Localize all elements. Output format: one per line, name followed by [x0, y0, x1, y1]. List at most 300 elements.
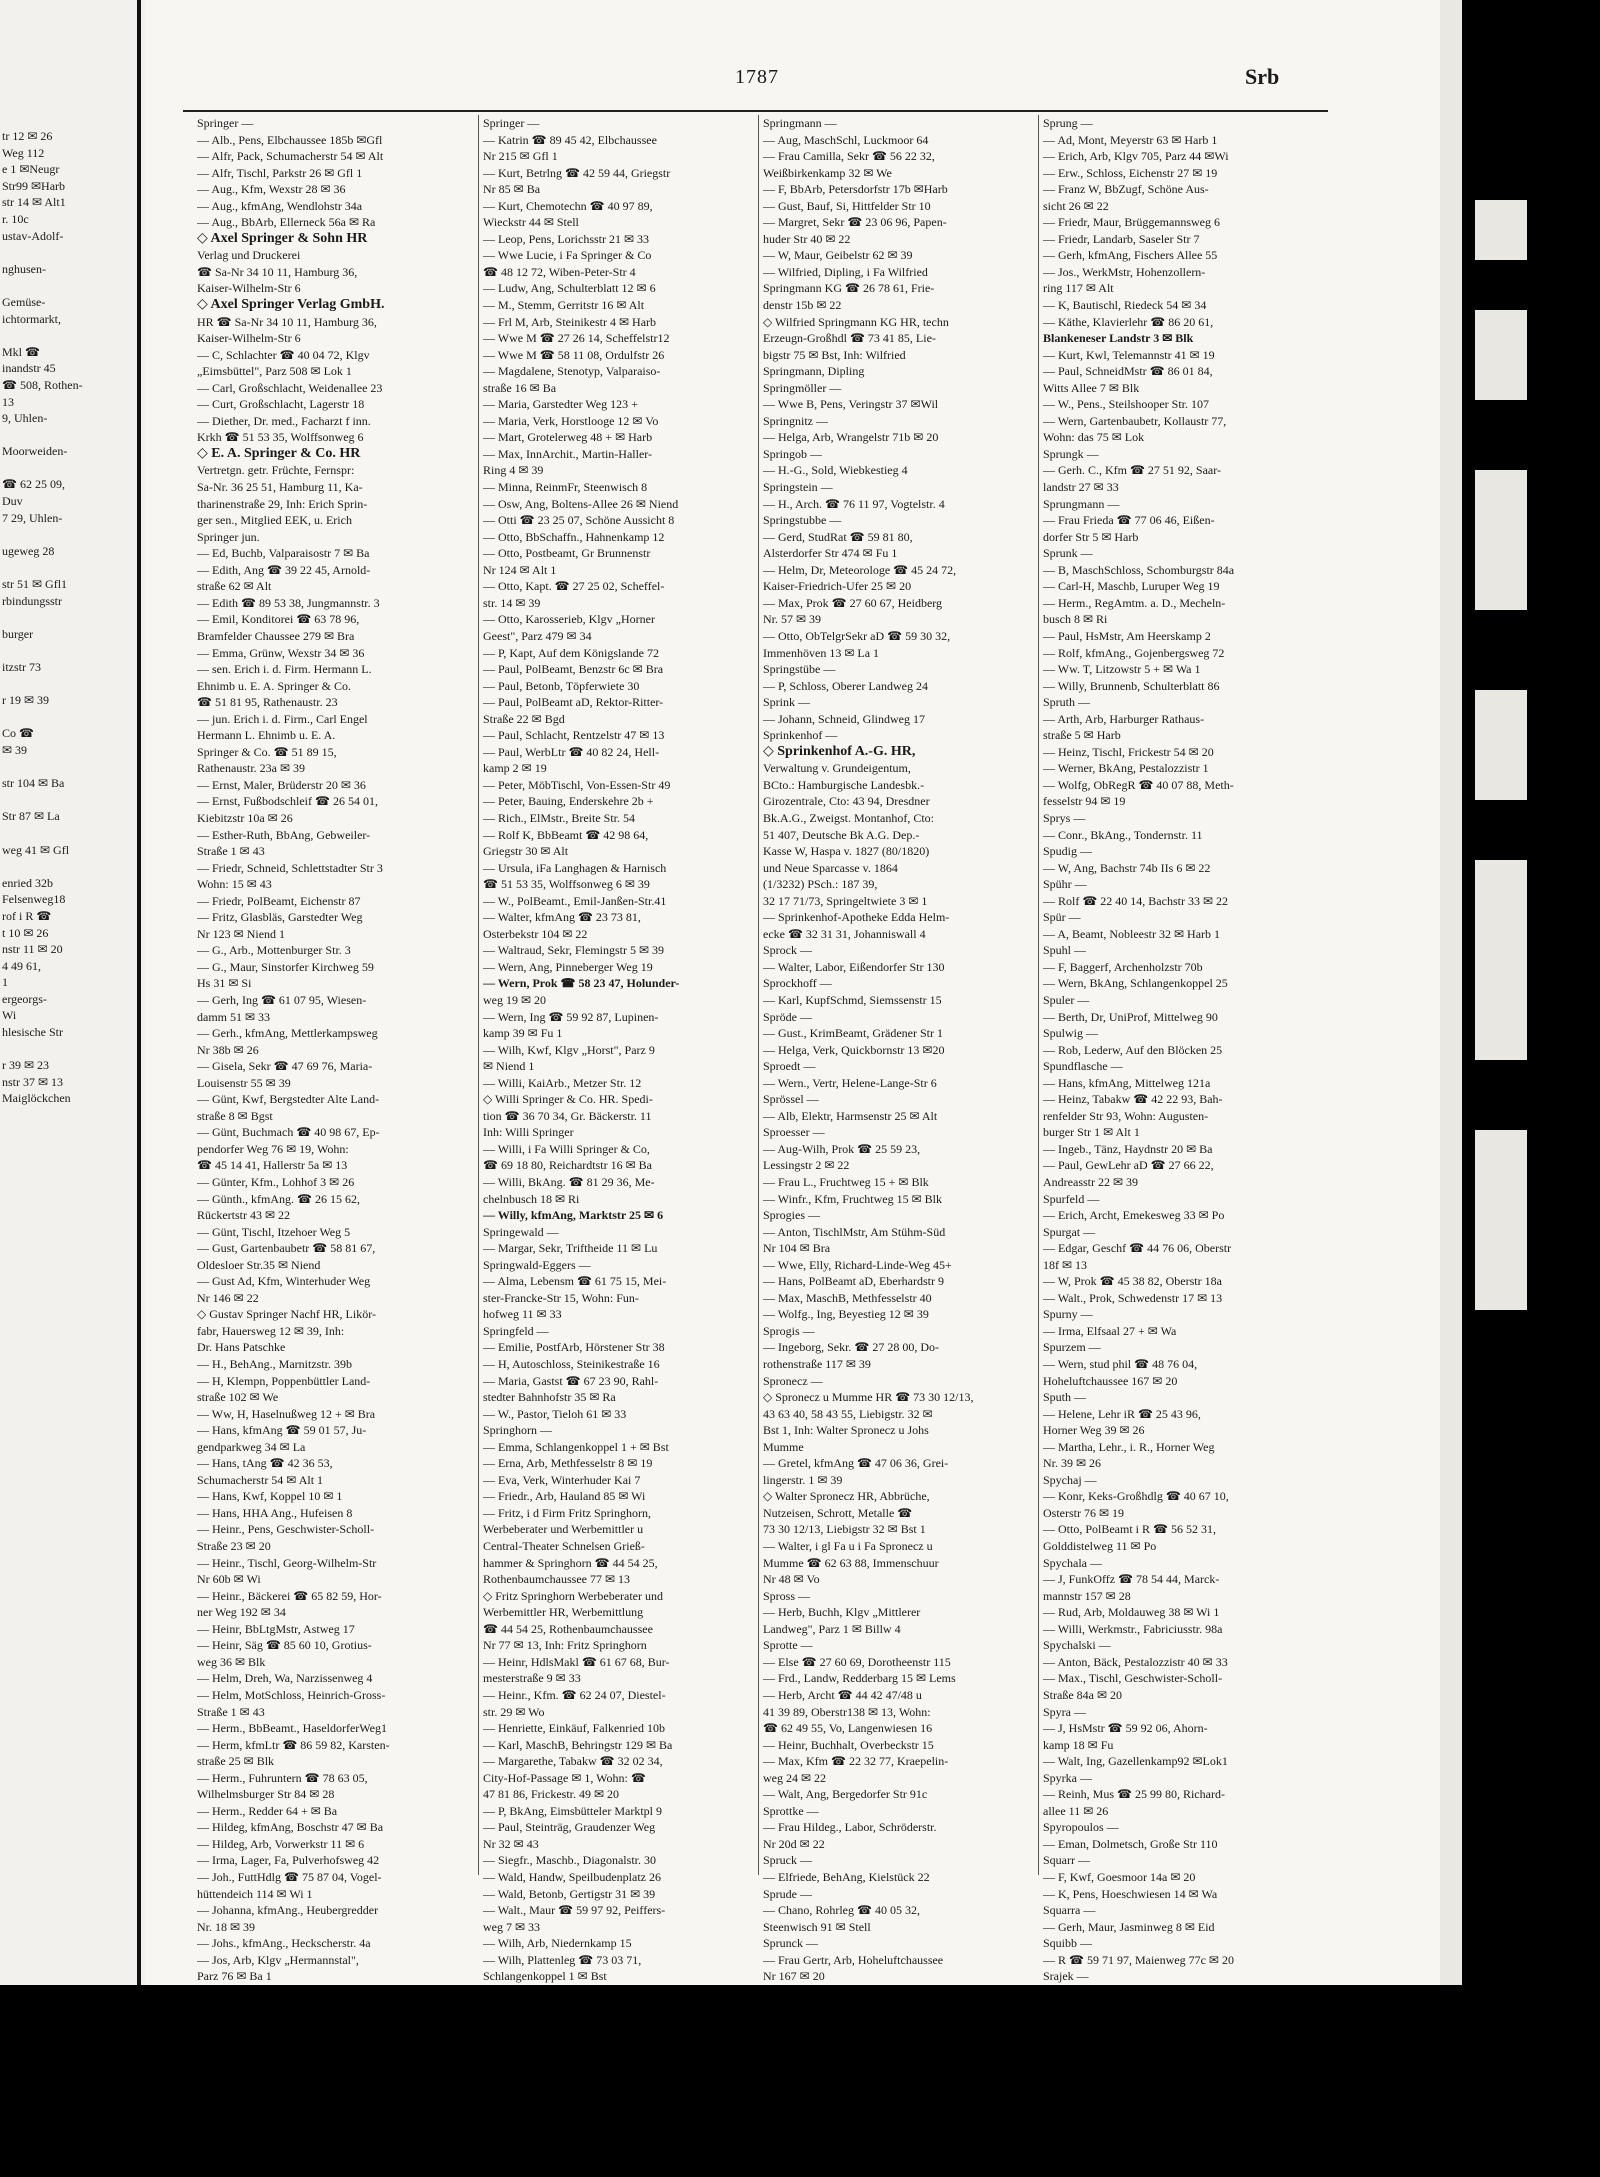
directory-entry: Hs 31 ✉ Si	[197, 976, 252, 991]
directory-entry: burger Str 1 ✉ Alt 1	[1043, 1125, 1140, 1140]
directory-entry: huder Str 40 ✉ 22	[763, 231, 851, 246]
fragment-line	[2, 1107, 145, 1124]
directory-entry: — Wern, stud phil ☎ 48 76 04,	[1043, 1357, 1198, 1372]
directory-entry: — Peter, Bauing, Enderskehre 2b +	[483, 794, 654, 809]
directory-entry: — Wern, Ang, Pinneberger Weg 19	[483, 959, 653, 974]
directory-entry: — Aug., Kfm, Wexstr 28 ✉ 36	[197, 182, 346, 197]
fragment-line	[2, 526, 145, 543]
directory-entry: kamp 2 ✉ 19	[483, 761, 547, 776]
previous-page-edge	[0, 0, 145, 2177]
directory-entry: Horner Weg 39 ✉ 26	[1043, 1423, 1145, 1438]
directory-entry: Erzeugn-Großhdl ☎ 73 41 85, Lie-	[763, 331, 936, 346]
directory-entry: — G., Maur, Sinstorfer Kirchweg 59	[197, 959, 374, 974]
directory-entry: Bramfelder Chaussee 279 ✉ Bra	[197, 628, 355, 643]
directory-entry: — Curt, Großschlacht, Lagerstr 18	[197, 397, 365, 412]
directory-entry: straße 16 ✉ Ba	[483, 380, 557, 395]
directory-entry: ◇ Axel Springer & Sohn HR	[197, 230, 368, 246]
directory-entry: Bst 1, Inh: Walter Spronecz u Johs	[763, 1423, 929, 1438]
page-edge-strip	[1440, 0, 1462, 1985]
directory-entry: Hoheluftchaussee 167 ✉ 20	[1043, 1373, 1178, 1388]
directory-entry: Nr 77 ✉ 13, Inh: Fritz Springhorn	[483, 1638, 647, 1653]
directory-entry: und Neue Sparcasse v. 1864	[763, 860, 898, 875]
directory-entry: Nr 104 ✉ Bra	[763, 1241, 831, 1256]
directory-entry: — Else ☎ 27 60 69, Dorotheenstr 115	[763, 1654, 951, 1669]
directory-entry: — Kurt, Betrlng ☎ 42 59 44, Griegstr	[483, 165, 671, 180]
directory-entry: renfelder Str 93, Wohn: Augusten-	[1043, 1108, 1209, 1123]
spine-mark	[1475, 1130, 1527, 1310]
directory-entry: — Leop, Pens, Lorichsstr 21 ✉ 33	[483, 231, 650, 246]
directory-entry: — Erich, Archt, Emekesweg 33 ✉ Po	[1043, 1208, 1225, 1223]
directory-entry: — Frd., Landw, Redderbarg 15 ✉ Lems	[763, 1671, 956, 1686]
directory-entry: Griegstr 30 ✉ Alt	[483, 844, 569, 859]
directory-entry: — Rud, Arb, Moldauweg 38 ✉ Wi 1	[1043, 1605, 1220, 1620]
directory-entry: Sprock —	[763, 943, 812, 958]
directory-entry: busch 8 ✉ Ri	[1043, 612, 1108, 627]
directory-entry: weg 19 ✉ 20	[483, 992, 547, 1007]
directory-entry: — Hans, tAng ☎ 42 36 53,	[197, 1456, 333, 1471]
directory-entry: — Frl M, Arb, Steinikestr 4 ✉ Harb	[483, 314, 657, 329]
directory-entry: — Erw., Schloss, Eichenstr 27 ✉ 19	[1043, 165, 1218, 180]
directory-entry: — Aug., kfmAng, Wendlohstr 34a	[197, 198, 363, 213]
directory-entry: — W, Ang, Bachstr 74b IIs 6 ✉ 22	[1043, 860, 1211, 875]
directory-entry: Sprockhoff —	[763, 976, 832, 991]
directory-entry: — Gretel, kfmAng ☎ 47 06 36, Grei-	[763, 1456, 949, 1471]
fragment-line: inandstr 45	[2, 361, 56, 376]
directory-entry: — Paul, PolBeamt aD, Rektor-Ritter-	[483, 695, 664, 710]
directory-entry: — Eman, Dolmetsch, Große Str 110	[1043, 1836, 1218, 1851]
directory-entry: — R ☎ 59 71 97, Maienweg 77c ✉ 20	[1043, 1952, 1234, 1967]
directory-entry: Straße 1 ✉ 43	[197, 1704, 265, 1719]
directory-entry: — Otto, ObTelgrSekr aD ☎ 59 30 32,	[763, 628, 951, 643]
fragment-line: nstr 11 ✉ 20	[2, 942, 63, 957]
directory-entry: straße 25 ✉ Blk	[197, 1754, 275, 1769]
directory-entry: fabr, Hauersweg 12 ✉ 39, Inh:	[197, 1323, 345, 1338]
directory-entry: Sprogies —	[763, 1208, 820, 1223]
directory-entry: ◇ Walter Spronecz HR, Abbrüche,	[763, 1489, 930, 1504]
directory-entry: Alsterdorfer Str 474 ✉ Fu 1	[763, 546, 898, 561]
directory-entry: — G., Arb., Mottenburger Str. 3	[197, 943, 351, 958]
directory-entry: — Emilie, PostfArb, Hörstener Str 38	[483, 1340, 665, 1355]
directory-entry: Sprung —	[1043, 116, 1093, 130]
directory-entry: — Friedr, Schneid, Schlettstadter Str 3	[197, 860, 383, 875]
directory-entry: — Heinr, Buchhalt, Overbeckstr 15	[763, 1737, 934, 1752]
directory-entry: ger sen., Mitglied EEK, u. Erich	[197, 513, 352, 528]
directory-entry: — Rolf, kfmAng., Gojenbergsweg 72	[1043, 645, 1225, 660]
directory-entry: stedter Bahnhofstr 35 ✉ Ra	[483, 1390, 616, 1405]
fragment-line: 9, Uhlen-	[2, 411, 48, 426]
directory-entry: — Hildeg, Arb, Vorwerkstr 11 ✉ 6	[197, 1836, 365, 1851]
directory-entry: — Gerd, StudRat ☎ 59 81 80,	[763, 529, 913, 544]
directory-entry: 43 63 40, 58 43 55, Liebigstr. 32 ✉	[763, 1406, 933, 1421]
directory-entry: — Heinr, Säg ☎ 85 60 10, Grotius-	[197, 1638, 372, 1653]
directory-entry: — Walter, i gl Fa u i Fa Spronecz u	[763, 1539, 933, 1554]
directory-entry: — Wern., Vertr, Helene-Lange-Str 6	[763, 1075, 937, 1090]
directory-entry: — Herm., Fuhruntern ☎ 78 63 05,	[197, 1770, 368, 1785]
directory-entry: — Friedr., Arb, Hauland 85 ✉ Wi	[483, 1489, 646, 1504]
directory-entry: ◇ Sprinkenhof A.-G. HR,	[763, 743, 916, 759]
fragment-line	[2, 709, 145, 726]
directory-entry: Mumme ☎ 62 63 88, Immenschuur	[763, 1555, 939, 1570]
directory-entry: — Willi, i Fa Willi Springer & Co,	[483, 1141, 650, 1156]
directory-entry: — Rolf K, BbBeamt ☎ 42 98 64,	[483, 827, 649, 842]
directory-entry: — Wwe, Elly, Richard-Linde-Weg 45+	[763, 1257, 952, 1272]
directory-entry: — Irma, Elfsaal 27 + ✉ Wa	[1043, 1323, 1177, 1338]
directory-entry: weg 36 ✉ Blk	[197, 1654, 266, 1669]
fragment-line: t 10 ✉ 26	[2, 925, 49, 940]
directory-entry: — Gust, Gartenbaubetr ☎ 58 81 67,	[197, 1241, 376, 1256]
directory-entry: — Helm, Dr, Meteorologe ☎ 45 24 72,	[763, 562, 957, 577]
directory-entry: Springmöller —	[763, 380, 842, 395]
directory-entry: — Johanna, kfmAng., Heubergredder	[197, 1903, 379, 1918]
directory-entry: hammer & Springhorn ☎ 44 54 25,	[483, 1555, 658, 1570]
directory-entry: — Paul, HsMstr, Am Heerskamp 2	[1043, 628, 1211, 643]
directory-entry: ◇ Wilfried Springmann KG HR, techn	[763, 314, 949, 329]
fragment-line: nstr 37 ✉ 13	[2, 1074, 64, 1089]
directory-entry: — Erna, Arb, Methfesselstr 8 ✉ 19	[483, 1456, 653, 1471]
directory-entry: — F, Baggerf, Archenholzstr 70b	[1043, 959, 1203, 974]
directory-entry: straße 5 ✉ Harb	[1043, 728, 1121, 743]
column-divider	[478, 115, 479, 1875]
fragment-line: str 104 ✉ Ba	[2, 776, 65, 791]
column-4	[1043, 115, 1318, 2051]
directory-entry: 41 39 89, Oberstr138 ✉ 13, Wohn:	[763, 1704, 931, 1719]
fragment-line	[2, 427, 145, 444]
directory-entry: — Wern, BkAng, Schlangenkoppel 25	[1043, 976, 1228, 991]
directory-entry: Sa-Nr. 36 25 51, Hamburg 11, Ka-	[197, 480, 363, 495]
directory-entry: Kaiser-Friedrich-Ufer 25 ✉ 20	[763, 579, 912, 594]
directory-entry: — Wolfg, ObRegR ☎ 40 07 88, Meth-	[1043, 777, 1234, 792]
directory-entry: damm 51 ✉ 33	[197, 1009, 271, 1024]
directory-entry: — Herm., Redder 64 + ✉ Ba	[197, 1803, 338, 1818]
directory-entry: — Margar, Sekr, Triftheide 11 ✉ Lu	[483, 1241, 658, 1256]
fragment-line: Maiglöckchen	[2, 1091, 71, 1106]
fragment-line: Weg 112	[2, 145, 45, 160]
directory-entry: pendorfer Weg 76 ✉ 19, Wohn:	[197, 1141, 349, 1156]
directory-entry: — Friedr, PolBeamt, Eichenstr 87	[197, 893, 361, 908]
directory-entry: — Irma, Lager, Fa, Pulverhofsweg 42	[197, 1853, 380, 1868]
directory-entry: — Johann, Schneid, Glindweg 17	[763, 711, 925, 726]
directory-entry: — Peter, MöbTischl, Von-Essen-Str 49	[483, 777, 671, 792]
directory-entry: ◇ Axel Springer Verlag GmbH.	[197, 297, 385, 313]
directory-entry: — Conr., BkAng., Tondernstr. 11	[1043, 827, 1203, 842]
directory-entry: — Herm., RegAmtm. a. D., Mecheln-	[1043, 595, 1226, 610]
directory-entry: landstr 27 ✉ 33	[1043, 480, 1119, 495]
spine-mark	[1475, 860, 1527, 1060]
column-divider	[1038, 115, 1039, 1875]
directory-entry: — B, MaschSchloss, Schomburgstr 84a	[1043, 562, 1235, 577]
directory-entry: — Hans, PolBeamt aD, Eberhardstr 9	[763, 1274, 944, 1289]
directory-entry: — Walter, kfmAng ☎ 23 73 81,	[483, 910, 641, 925]
directory-entry: Nr 215 ✉ Gfl 1	[483, 149, 558, 164]
directory-entry: — Heinz, Tischl, Frickestr 54 ✉ 20	[1043, 744, 1214, 759]
directory-entry: — Edith ☎ 89 53 38, Jungmannstr. 3	[197, 595, 380, 610]
directory-entry: — Otti ☎ 23 25 07, Schöne Aussicht 8	[483, 513, 675, 528]
directory-entry: — Alfr, Tischl, Parkstr 26 ✉ Gfl 1	[197, 165, 363, 180]
directory-entry: — Helm, Dreh, Wa, Narzissenweg 4	[197, 1671, 373, 1686]
directory-entry: — Hans, kfmAng, Mittelweg 121a	[1043, 1075, 1211, 1090]
directory-entry: fesselstr 94 ✉ 19	[1043, 794, 1126, 809]
fragment-line: burger	[2, 626, 34, 641]
directory-entry: Wohn: das 75 ✉ Lok	[1043, 430, 1145, 445]
directory-entry: — Wilfried, Dipling, i Fa Wilfried	[763, 264, 928, 279]
directory-entry: — Karl, KupfSchmd, Siemssenstr 15	[763, 992, 942, 1007]
directory-entry: Springfeld —	[483, 1323, 549, 1338]
directory-entry: Ring 4 ✉ 39	[483, 463, 544, 478]
fragment-line: enried 32b	[2, 875, 53, 890]
directory-entry: — Heinr., Kfm. ☎ 62 24 07, Diestel-	[483, 1687, 666, 1702]
directory-entry: — M., Stemm, Gerritstr 16 ✉ Alt	[483, 298, 645, 313]
directory-entry: Kiebitzstr 10a ✉ 26	[197, 810, 293, 825]
directory-entry: HR ☎ Sa-Nr 34 10 11, Hamburg 36,	[197, 314, 377, 329]
directory-entry: Spundflasche —	[1043, 1059, 1123, 1074]
directory-entry: — Alfr, Pack, Schumacherstr 54 ✉ Alt	[197, 149, 384, 164]
directory-entry: ner Weg 192 ✉ 34	[197, 1605, 286, 1620]
directory-entry: Nr. 57 ✉ 39	[763, 612, 822, 627]
page-gutter	[137, 0, 141, 2177]
directory-entry: — Herb, Archt ☎ 44 42 47/48 u	[763, 1687, 922, 1702]
directory-entry: — Walt, Ang, Bergedorfer Str 91c	[763, 1787, 928, 1802]
fragment-line: r 19 ✉ 39	[2, 693, 50, 708]
directory-entry: — Arth, Arb, Harburger Rathaus-	[1043, 711, 1205, 726]
directory-entry: Springstübe —	[763, 662, 836, 677]
directory-entry: bigstr 75 ✉ Bst, Inh: Wilfried	[763, 347, 906, 362]
directory-entry: Sprottke —	[763, 1803, 819, 1818]
directory-entry: Sprungmann —	[1043, 496, 1120, 511]
directory-entry: — Alb., Pens, Elbchaussee 185b ✉Gfl	[197, 132, 383, 147]
directory-entry: — Anton, Bäck, Pestalozzistr 40 ✉ 33	[1043, 1654, 1228, 1669]
directory-entry: — Gust, Bauf, Si, Hittfelder Str 10	[763, 198, 931, 213]
spine-marks	[1475, 170, 1535, 1770]
directory-entry: — Heinr., Bäckerei ☎ 65 82 59, Hor-	[197, 1588, 382, 1603]
directory-entry: mesterstraße 9 ✉ 33	[483, 1671, 581, 1686]
directory-entry: straße 102 ✉ We	[197, 1390, 279, 1405]
directory-entry: — Max., Tischl, Geschwister-Scholl-	[1043, 1671, 1223, 1686]
directory-entry: — Walter, Labor, Eißendorfer Str 130	[763, 959, 945, 974]
directory-entry: — Emil, Konditorei ☎ 63 78 96,	[197, 612, 360, 627]
directory-entry: Sprungk —	[1043, 446, 1099, 461]
directory-entry: ◇ Spronecz u Mumme HR ☎ 73 30 12/13,	[763, 1390, 974, 1405]
directory-entry: Spychalski —	[1043, 1638, 1111, 1653]
directory-entry: — Gerh, Ing ☎ 61 07 95, Wiesen-	[197, 992, 367, 1007]
fragment-line: 1	[2, 975, 8, 990]
directory-entry: ◇ Willi Springer & Co. HR. Spedi-	[483, 1092, 653, 1107]
directory-entry: — sen. Erich i. d. Firm. Hermann L.	[197, 662, 372, 677]
directory-entry: — Paul, Betonb, Töpferwiete 30	[483, 678, 640, 693]
directory-entry: Springer —	[483, 116, 540, 130]
directory-entry: — Herm., BbBeamt., HaseldorferWeg1	[197, 1721, 387, 1736]
directory-entry: kamp 39 ✉ Fu 1	[483, 1026, 563, 1041]
directory-entry: Inh: Willi Springer	[483, 1125, 574, 1140]
directory-entry: Spuler —	[1043, 992, 1090, 1007]
directory-entry: str. 14 ✉ 39	[483, 595, 541, 610]
directory-entry: Oldesloer Str.35 ✉ Niend	[197, 1257, 321, 1272]
directory-entry: — Hans, kfmAng ☎ 59 01 57, Ju-	[197, 1423, 367, 1438]
directory-entry: Springer jun.	[197, 529, 260, 544]
fragment-line	[2, 792, 145, 809]
directory-entry: ☎ 51 81 95, Rathenaustr. 23	[197, 695, 338, 710]
directory-entry: Nr 167 ✉ 20	[763, 1969, 825, 1984]
directory-entry: rothenstraße 117 ✉ 39	[763, 1357, 871, 1372]
directory-entry: — Fritz, i d Firm Fritz Springhorn,	[483, 1505, 651, 1520]
directory-entry: straße 62 ✉ Alt	[197, 579, 272, 594]
directory-entry: Spross —	[763, 1588, 811, 1603]
directory-entry: Spychala —	[1043, 1555, 1102, 1570]
directory-entry: weg 7 ✉ 33	[483, 1919, 541, 1934]
directory-entry: ring 117 ✉ Alt	[1043, 281, 1114, 296]
directory-entry: Springwald-Eggers —	[483, 1257, 591, 1272]
directory-entry: — Otto, Karosserieb, Klgv „Horner	[483, 612, 655, 627]
directory-entry: — Maria, Garstedter Weg 123 +	[483, 397, 638, 412]
directory-entry: Central-Theater Schnelsen Grieß-	[483, 1539, 645, 1554]
directory-entry: (1/3232) PSch.: 187 39,	[763, 877, 878, 892]
fragment-line: str 51 ✉ Gfl1	[2, 577, 68, 592]
directory-entry: — Ernst, Maler, Brüderstr 20 ✉ 36	[197, 777, 366, 792]
directory-entry: Nr 85 ✉ Ba	[483, 182, 541, 197]
directory-entry: City-Hof-Passage ✉ 1, Wohn: ☎	[483, 1770, 646, 1785]
directory-entry: — H., BehAng., Marnitzstr. 39b	[197, 1357, 352, 1372]
directory-entry: Steenwisch 91 ✉ Stell	[763, 1919, 871, 1934]
directory-entry: Osterbekstr 104 ✉ 22	[483, 926, 588, 941]
directory-entry: — Alb, Elektr, Harmsenstr 25 ✉ Alt	[763, 1108, 938, 1123]
directory-entry: Nutzeisen, Schrott, Metalle ☎	[763, 1505, 913, 1520]
directory-entry: Spyra —	[1043, 1704, 1086, 1719]
directory-entry: Witts Allee 7 ✉ Blk	[1043, 380, 1140, 395]
directory-entry: — Günt, Kwf, Bergstedter Alte Land-	[197, 1092, 380, 1107]
directory-entry: — Günt, Buchmach ☎ 40 98 67, Ep-	[197, 1125, 380, 1140]
directory-entry: — Paul, PolBeamt, Benzstr 6c ✉ Bra	[483, 662, 664, 677]
directory-entry: — Helm, MotSchloss, Heinrich-Gross-	[197, 1687, 386, 1702]
directory-entry: — Otto, Kapt. ☎ 27 25 02, Scheffel-	[483, 579, 665, 594]
directory-entry: Nr 32 ✉ 43	[483, 1836, 539, 1851]
page-running-head: Srb	[1245, 64, 1280, 89]
directory-entry: Squarr —	[1043, 1853, 1090, 1868]
directory-entry: Straße 84a ✉ 20	[1043, 1687, 1123, 1702]
directory-entry: Golddistelweg 11 ✉ Po	[1043, 1539, 1157, 1554]
directory-entry: Nr 146 ✉ 22	[197, 1290, 259, 1305]
directory-entry: — Wwe M ☎ 27 26 14, Scheffelstr12	[483, 331, 670, 346]
fragment-line	[2, 460, 145, 477]
directory-entry: — Günth., kfmAng. ☎ 26 15 62,	[197, 1191, 360, 1206]
directory-entry: — K, Pens, Hoeschwiesen 14 ✉ Wa	[1043, 1886, 1218, 1901]
directory-entry: — Jos., WerkMstr, Hohenzollern-	[1043, 264, 1206, 279]
directory-entry: Wohn: 15 ✉ 43	[197, 877, 272, 892]
directory-entry: — Frau L., Fruchtweg 15 + ✉ Blk	[763, 1175, 929, 1189]
directory-entry: — W., Pastor, Tieloh 61 ✉ 33	[483, 1406, 627, 1421]
directory-entry: ☎ 69 18 80, Reichardtstr 16 ✉ Ba	[483, 1158, 652, 1173]
fragment-line: itzstr 73	[2, 660, 41, 674]
directory-entry: — Edith, Ang ☎ 39 22 45, Arnold-	[197, 562, 371, 577]
directory-entry: — Wern, Prok ☎ 58 23 47, Holunder-	[483, 976, 680, 991]
directory-entry: ☎ 62 49 55, Vo, Langenwiesen 16	[763, 1721, 933, 1736]
directory-entry: Lessingstr 2 ✉ 22	[763, 1158, 850, 1173]
directory-entry: — Hans, Kwf, Koppel 10 ✉ 1	[197, 1489, 343, 1504]
directory-entry: Sprunck —	[763, 1936, 818, 1951]
fragment-line: rbindungsstr	[2, 593, 62, 608]
directory-entry: 47 81 86, Frickestr. 49 ✉ 20	[483, 1787, 620, 1802]
fragment-line: weg 41 ✉ Gfl	[2, 842, 70, 857]
directory-entry: Srajek —	[1043, 1969, 1089, 1984]
directory-entry: — Margarethe, Tabakw ☎ 32 02 34,	[483, 1754, 663, 1769]
directory-entry: — H.-G., Sold, Wiebkestieg 4	[763, 463, 908, 478]
column-1	[197, 115, 472, 2068]
directory-entry: — A, Beamt, Nobleestr 32 ✉ Harb 1	[1043, 926, 1221, 941]
directory-entry: Springhorn —	[483, 1423, 552, 1438]
directory-entry: — Frau Frieda ☎ 77 06 46, Eißen-	[1043, 513, 1215, 528]
directory-entry: Squibb —	[1043, 1936, 1093, 1951]
directory-entry: — Chano, Rohrleg ☎ 40 05 32,	[763, 1903, 920, 1918]
directory-entry: — Otto, Postbeamt, Gr Brunnenstr	[483, 546, 651, 561]
directory-entry: — W., PolBeamt., Emil-Janßen-Str.41	[483, 893, 667, 908]
directory-entry: hüttendeich 114 ✉ Wi 1	[197, 1886, 313, 1901]
directory-entry: Springewald —	[483, 1224, 559, 1239]
directory-entry: Blankeneser Landstr 3 ✉ Blk	[1043, 331, 1194, 346]
directory-entry: Bk.A.G., Zweigst. Montanhof, Cto:	[763, 810, 934, 825]
spine-mark	[1475, 690, 1527, 800]
directory-entry: — Kurt, Chemotechn ☎ 40 97 89,	[483, 198, 653, 213]
directory-entry: — Käthe, Klavierlehr ☎ 86 20 61,	[1043, 314, 1214, 329]
directory-entry: — Paul, GewLehr aD ☎ 27 66 22,	[1043, 1158, 1214, 1173]
directory-entry: — Gust Ad, Kfm, Winterhuder Weg	[197, 1274, 371, 1289]
directory-entry: — W, Prok ☎ 45 38 82, Oberstr 18a	[1043, 1274, 1222, 1289]
directory-entry: — Wald, Betonb, Gertigstr 31 ✉ 39	[483, 1886, 656, 1901]
directory-entry: — Berth, Dr, UniProf, Mittelweg 90	[1043, 1009, 1218, 1024]
directory-entry: — W, Maur, Geibelstr 62 ✉ 39	[763, 248, 913, 263]
fragment-line: Wi	[2, 1008, 17, 1023]
directory-entry: — F, BbArb, Petersdorfstr 17b ✉Harb	[763, 182, 948, 197]
spine-mark	[1475, 310, 1527, 400]
directory-entry: — Wern, Ing ☎ 59 92 87, Lupinen-	[483, 1009, 659, 1024]
fragment-line: Duv	[2, 494, 23, 509]
directory-entry: — Aug-Wilh, Prok ☎ 25 59 23,	[763, 1141, 921, 1156]
directory-entry: Werbeberater und Werbemittler u	[483, 1522, 644, 1537]
fragment-line	[2, 676, 145, 693]
directory-entry: — Winfr., Kfm, Fruchtweg 15 ✉ Blk	[763, 1191, 943, 1206]
directory-entry: Vertretgn. getr. Früchte, Fernspr:	[197, 463, 355, 478]
directory-entry: Hermann L. Ehnimb u. E. A.	[197, 728, 336, 743]
directory-entry: Nr 48 ✉ Vo	[763, 1572, 820, 1587]
directory-entry: 51 407, Deutsche Bk A.G. Dep.-	[763, 827, 920, 842]
directory-entry: Sprinkenhof —	[763, 728, 838, 743]
directory-entry: — Willi, KaiArb., Metzer Str. 12	[483, 1075, 642, 1090]
fragment-line: Str99 ✉Harb	[2, 178, 66, 193]
directory-entry: allee 11 ✉ 26	[1043, 1803, 1109, 1818]
fragment-line: str 14 ✉ Alt1	[2, 195, 66, 210]
fragment-line	[2, 277, 145, 294]
directory-entry: — Wilh, Arb, Niedernkamp 15	[483, 1936, 632, 1951]
directory-entry: — Gerh. C., Kfm ☎ 27 51 92, Saar-	[1043, 463, 1222, 478]
directory-entry: — Rich., ElMstr., Breite Str. 54	[483, 810, 635, 825]
fragment-line	[2, 825, 145, 842]
directory-entry: — Max, MaschB, Methfesselstr 40	[763, 1290, 932, 1305]
directory-entry: — Ludw, Ang, Schulterblatt 12 ✉ 6	[483, 281, 656, 296]
fragment-line: ichtormarkt,	[2, 311, 61, 326]
fragment-line: ☎ 508, Rothen-	[2, 377, 83, 392]
directory-entry: — Werner, BkAng, Pestalozzistr 1	[1043, 761, 1209, 776]
directory-entry: Spurgat —	[1043, 1224, 1096, 1239]
directory-entry: Krkh ☎ 51 53 35, Wolffsonweg 6	[197, 430, 364, 445]
directory-entry: Springer & Co. ☎ 51 89 15,	[197, 744, 337, 759]
directory-entry: Girozentrale, Cto: 43 94, Dresdner	[763, 794, 930, 809]
directory-entry: Werbemittler HR, Werbemittlung	[483, 1605, 644, 1620]
directory-entry: mannstr 157 ✉ 28	[1043, 1588, 1131, 1603]
directory-entry: — Mart, Grotelerweg 48 + ✉ Harb	[483, 430, 653, 445]
fragment-line	[2, 559, 145, 576]
directory-entry: — H, Klempn, Poppenbüttler Land-	[197, 1373, 371, 1388]
directory-entry: — Konr, Keks-Großhdlg ☎ 40 67 10,	[1043, 1489, 1229, 1504]
spine-mark	[1475, 200, 1527, 260]
directory-entry: — Gerh, kfmAng, Fischers Allee 55	[1043, 248, 1218, 263]
fragment-line: 4 49 61,	[2, 958, 41, 973]
